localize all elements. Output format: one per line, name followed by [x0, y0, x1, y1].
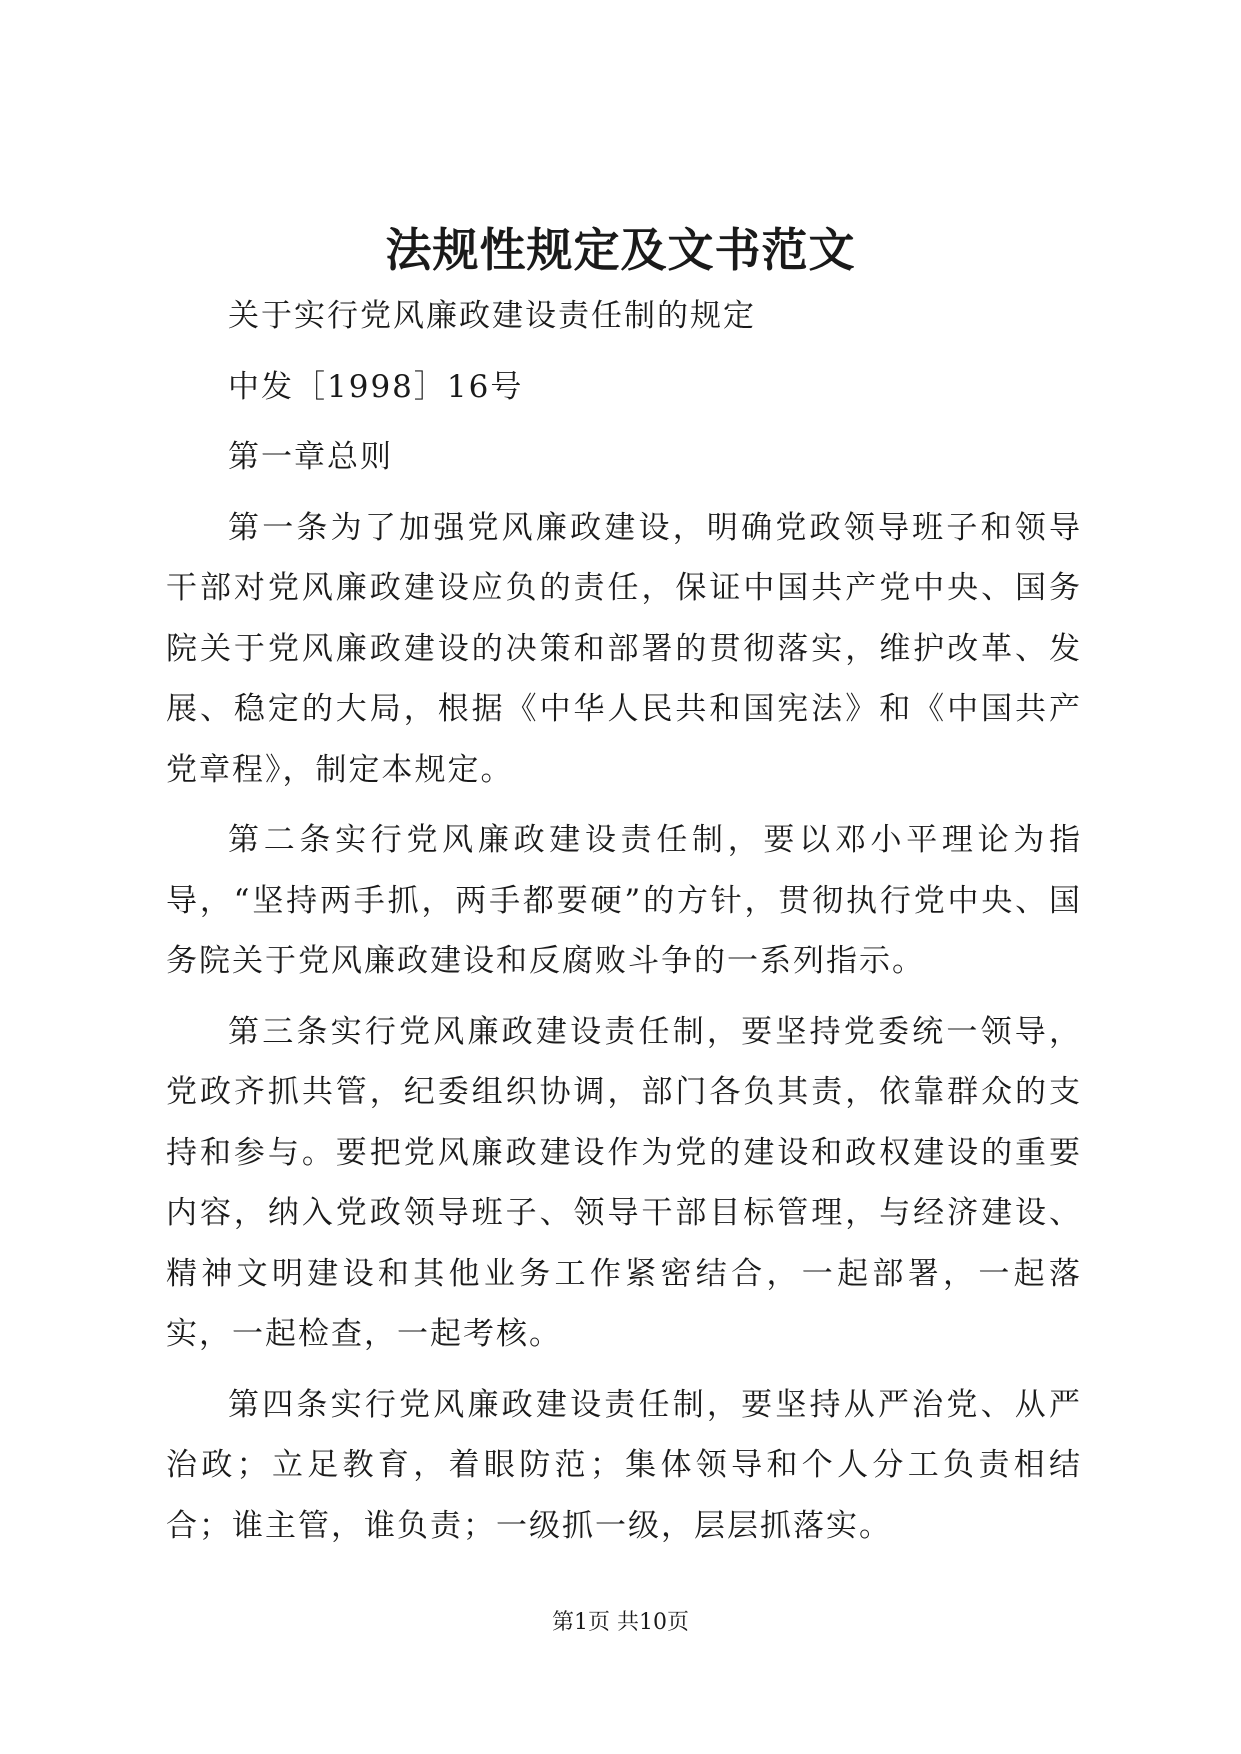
paragraph-article-3: 第三条实行党风廉政建设责任制，要坚持党委统一领导，党政齐抓共管，纪委组织协调，部门各负其责，依靠群众的支持和参与。要把党风廉政建设作为党的建设和政权建设的重要内容，纳入党政领导班子、领导干部目标管理，与经济建设、精神文明建设和其他业务工作紧密结合，一起部署，一起落实，一起检查，一起考核。 — [166, 1013, 1082, 1352]
paragraph-article-2: 第二条实行党风廉政建设责任制，要以邓小平理论为指导，“坚持两手抓，两手都要硬”的方针，贯彻执行党中央、国务院关于党风廉政建设和反腐败斗争的一系列指示。 — [166, 822, 1082, 979]
document-body — [166, 286, 1082, 1556]
page-number-footer: 第1页 共10页 — [552, 1610, 689, 1635]
paragraph-document-number: 中发［1998］16号 — [228, 368, 524, 405]
document-title: 法规性规定及文书范文 — [385, 223, 856, 277]
paragraph-article-1: 第一条为了加强党风廉政建设，明确党政领导班子和领导干部对党风廉政建设应负的责任，保证中国共产党中央、国务院关于党风廉政建设的决策和部署的贯彻落实，维护改革、发展、稳定的大局，根据《中华人民共和国宪法》和《中国共产党章程》，制定本规定。 — [166, 509, 1082, 788]
paragraph-regulation-title: 关于实行党风廉政建设责任制的规定 — [228, 298, 756, 334]
paragraph-article-4: 第四条实行党风廉政建设责任制，要坚持从严治党、从严治政；立足教育，着眼防范；集体领导和个人分工负责相结合；谁主管，谁负责；一级抓一级，层层抓落实。 — [166, 1386, 1082, 1544]
paragraph-chapter-heading: 第一章总则 — [228, 439, 393, 475]
